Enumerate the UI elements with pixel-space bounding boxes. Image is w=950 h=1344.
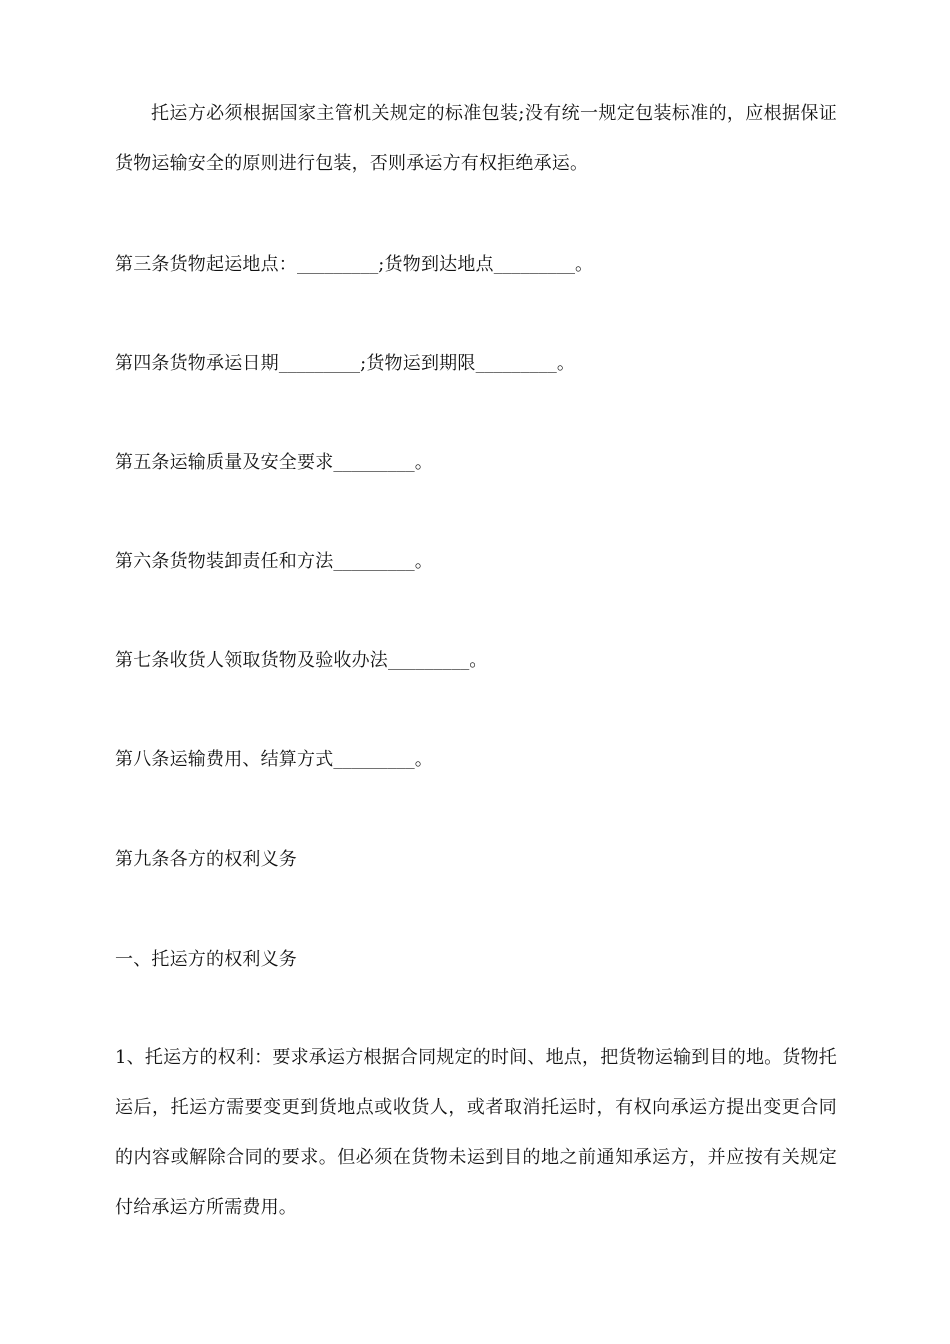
article-9-heading: 第九条各方的权利义务 — [115, 849, 297, 870]
item-1-paragraph: 1、托运方的权利：要求承运方根据合同规定的时间、地点，把货物运输到目的地。货物托运后，托运方需要变更到货地点或收货人，或者取消托运时，有权向承运方提出变更合同的内容或解除合同的要求。但必须在货物未运到目的地之前通知承运方，并应按有关规定付给承运方所需费用。 — [115, 1047, 837, 1218]
article-3-line — [115, 240, 837, 290]
article-4-line — [115, 339, 837, 389]
fee-blank: _________ — [333, 751, 415, 769]
deadline-blank: _________ — [475, 355, 557, 373]
section-1-heading: 一、托运方的权利义务 — [115, 949, 297, 970]
article-8-end: 。 — [414, 749, 433, 770]
receipt-blank: _________ — [388, 652, 470, 670]
destination-blank: _________ — [493, 256, 576, 274]
article-7-label: 第七条收货人领取货物及验收办法 — [115, 650, 388, 671]
article-8-label: 第八条运输费用、结算方式 — [115, 749, 334, 770]
carrier-date-blank: _________ — [278, 355, 361, 373]
quality-blank: _________ — [333, 454, 415, 472]
article-7-line — [115, 636, 837, 686]
article-4-end: 。 — [556, 353, 576, 374]
article-3-mid: ;货物到达地点 — [378, 254, 494, 275]
article-6-line — [115, 537, 837, 587]
article-4-mid: ;货物运到期限 — [360, 353, 476, 374]
article-6-label: 第六条货物装卸责任和方法 — [115, 551, 334, 572]
article-3-label: 第三条货物起运地点： — [115, 254, 297, 275]
loading-blank: _________ — [333, 553, 415, 571]
packaging-paragraph: 托运方必须根据国家主管机关规定的标准包装;没有统一规定包装标准的，应根据保证货物运输安全的原则进行包装，否则承运方有权拒绝承运。 — [115, 103, 837, 174]
origin-blank: _________ — [297, 256, 379, 274]
article-3-end: 。 — [575, 254, 594, 275]
article-5-end: 。 — [414, 452, 433, 473]
article-8-line — [115, 735, 837, 785]
article-4-label: 第四条货物承运日期 — [115, 353, 279, 374]
article-7-end: 。 — [469, 650, 488, 671]
article-6-end: 。 — [414, 551, 433, 572]
article-5-line — [115, 438, 837, 488]
article-5-label: 第五条运输质量及安全要求 — [115, 452, 334, 473]
